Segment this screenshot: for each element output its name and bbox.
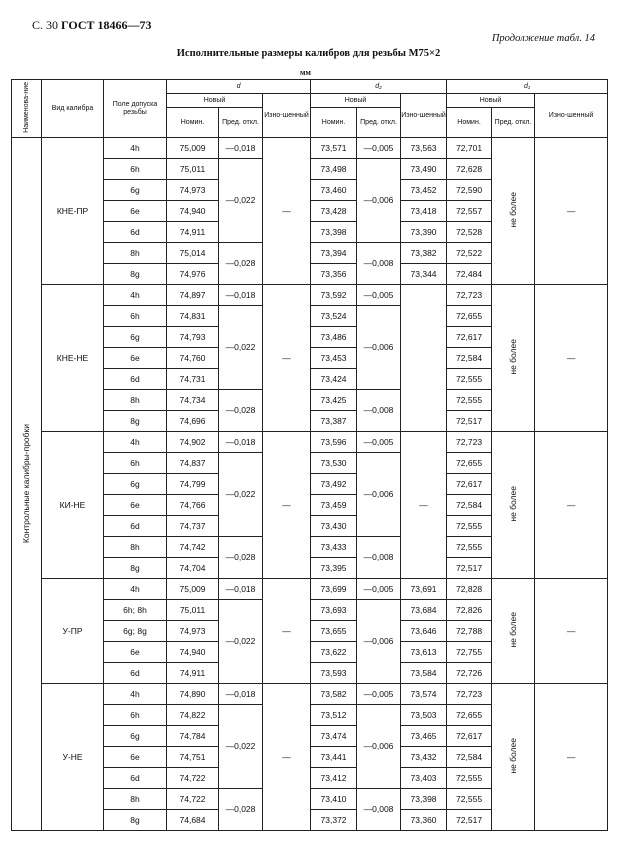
d2-nominal: 73,398 [311,222,357,243]
d2-worn: 73,574 [401,684,447,705]
d-deviation: —0,028 [219,243,263,285]
table-row [12,684,608,705]
tolerance-field: 6e [104,495,167,516]
d-deviation: —0,018 [219,684,263,705]
d-nominal: 74,940 [167,201,219,222]
d1-deviation-text: не более [507,738,518,775]
d2-nom-header: Номин. [311,108,357,138]
d1-worn: — [535,138,608,285]
d-nominal: 74,760 [167,348,219,369]
d1-deviation-text: не более [507,612,518,649]
d1-nominal: 72,701 [447,138,492,159]
tolerance-field: 6h [104,705,167,726]
d-deviation: —0,028 [219,789,263,831]
d2-worn [401,348,447,369]
d2-worn: 73,613 [401,642,447,663]
d-nominal: 74,902 [167,432,219,453]
d1-deviation [492,432,535,579]
table-row [12,285,608,306]
d2-nominal: 73,492 [311,474,357,495]
tolerance-field: 6g; 8g [104,621,167,642]
d2-worn [401,306,447,327]
d-nominal: 74,973 [167,621,219,642]
tolerance-field: 6e [104,747,167,768]
d2-nominal: 73,622 [311,642,357,663]
tolerance-field: 8g [104,411,167,432]
d2-nominal: 73,410 [311,789,357,810]
d2-deviation: —0,006 [357,453,401,537]
d2-nominal: 73,592 [311,285,357,306]
col-header-tolerance: Поле допуска резьбы [104,80,167,138]
d1-nominal: 72,584 [447,747,492,768]
table-row [12,579,608,600]
d1-deviation [492,285,535,432]
tolerance-field: 6d [104,516,167,537]
d-dev-header: Пред. откл. [219,108,263,138]
d-nominal: 74,793 [167,327,219,348]
d-nominal: 75,011 [167,159,219,180]
d-worn: — [263,138,311,285]
tolerance-field: 6g [104,474,167,495]
tolerance-field: 8g [104,264,167,285]
table-title: Исполнительные размеры калибров для резьбы M75×2 [176,48,441,59]
d-nominal: 74,737 [167,516,219,537]
d1-nominal: 72,555 [447,516,492,537]
d1-nominal: 72,617 [447,474,492,495]
d-nominal: 74,684 [167,810,219,831]
d2-deviation: —0,008 [357,789,401,831]
d-nominal: 74,890 [167,684,219,705]
d-deviation: —0,022 [219,705,263,789]
d1-nominal: 72,517 [447,411,492,432]
d2-worn: 73,382 [401,243,447,264]
d1-worn-header: Изно-шенный [535,94,608,138]
tolerance-field: 4h [104,138,167,159]
d2-worn [401,411,447,432]
side-label [12,138,42,831]
d-deviation: —0,022 [219,453,263,537]
tolerance-field: 6d [104,663,167,684]
d2-nominal: 73,530 [311,453,357,474]
col-header-name: Наименова-ние [12,80,42,138]
d2-nominal: 73,498 [311,159,357,180]
d-nominal: 74,799 [167,474,219,495]
tolerance-field: 6e [104,348,167,369]
d-nominal: 74,822 [167,705,219,726]
d2-worn: 73,646 [401,621,447,642]
tolerance-field: 8g [104,810,167,831]
d2-nominal: 73,424 [311,369,357,390]
d-nominal: 74,831 [167,306,219,327]
d2-worn: 73,563 [401,138,447,159]
d1-worn: — [535,432,608,579]
d1-deviation [492,684,535,831]
d-nominal: 74,976 [167,264,219,285]
d1-nominal: 72,517 [447,558,492,579]
d2-worn: 73,432 [401,747,447,768]
d2-dev-header: Пред. откл. [357,108,401,138]
col-header-d2: d₂ [311,80,447,94]
d2-deviation: —0,005 [357,432,401,453]
d-nominal: 75,009 [167,579,219,600]
d-nominal: 74,973 [167,180,219,201]
d1-nominal: 72,826 [447,600,492,621]
d2-nominal: 73,425 [311,390,357,411]
d1-nominal: 72,555 [447,789,492,810]
d2-deviation: —0,006 [357,159,401,243]
d1-deviation-text: не более [507,486,518,523]
gauge-kind: У-ПР [42,579,104,684]
d2-worn [401,327,447,348]
d1-nominal: 72,788 [447,621,492,642]
d2-nominal: 73,582 [311,684,357,705]
tolerance-field: 6g [104,180,167,201]
d1-worn: — [535,684,608,831]
tolerance-field: 6h [104,159,167,180]
d1-deviation [492,579,535,684]
d-worn: — [263,684,311,831]
tolerance-field: 6h; 8h [104,600,167,621]
d1-nominal: 72,555 [447,537,492,558]
d1-nominal: 72,723 [447,432,492,453]
d2-nominal: 73,486 [311,327,357,348]
d1-deviation [492,138,535,285]
d1-nominal: 72,484 [447,264,492,285]
tolerance-field: 6d [104,369,167,390]
d2-nominal: 73,433 [311,537,357,558]
d-nominal: 74,911 [167,222,219,243]
d2-nominal: 73,394 [311,243,357,264]
d-nominal: 74,751 [167,747,219,768]
d2-nominal: 73,512 [311,705,357,726]
d1-nominal: 72,617 [447,726,492,747]
units-label: мм [300,68,311,77]
tolerance-field: 4h [104,285,167,306]
d-nom-header: Номин. [167,108,219,138]
gauge-kind: КИ-НЕ [42,432,104,579]
tolerance-field: 6g [104,726,167,747]
d2-deviation: —0,008 [357,537,401,579]
d1-nominal: 72,723 [447,285,492,306]
d2-nominal: 73,693 [311,600,357,621]
page-header [32,18,152,33]
table-row [12,432,608,453]
d2-nominal: 73,372 [311,810,357,831]
continuation-note: Продолжение табл. 14 [491,33,595,44]
tolerance-field: 4h [104,432,167,453]
d1-nominal: 72,617 [447,327,492,348]
d2-worn: 73,584 [401,663,447,684]
tolerance-field: 8g [104,558,167,579]
d2-nominal: 73,655 [311,621,357,642]
d-worn-header: Изно-шенный [263,94,311,138]
tolerance-field: 6g [104,327,167,348]
d-deviation: —0,028 [219,390,263,432]
d1-deviation-text: не более [507,192,518,229]
d1-nominal: 72,584 [447,348,492,369]
d-nominal: 74,731 [167,369,219,390]
d1-nominal: 72,522 [447,243,492,264]
d2-deviation: —0,006 [357,705,401,789]
d-nominal: 74,766 [167,495,219,516]
d2-nominal: 73,430 [311,516,357,537]
d1-nominal: 72,590 [447,180,492,201]
d1-nominal: 72,555 [447,369,492,390]
d-new-header: Новый [167,94,263,108]
col-header-kind: Вид калибра [42,80,104,138]
gauge-kind: КНЕ-ПР [42,138,104,285]
tolerance-field: 6e [104,201,167,222]
page-number: С. 30 [32,18,59,32]
d1-nominal: 72,828 [447,579,492,600]
d-nominal: 74,722 [167,768,219,789]
d2-nominal: 73,593 [311,663,357,684]
d2-nominal: 73,459 [311,495,357,516]
d2-worn: 73,403 [401,768,447,789]
d-worn: — [263,285,311,432]
d1-nominal: 72,557 [447,201,492,222]
d-deviation: —0,018 [219,579,263,600]
d-nominal: 74,911 [167,663,219,684]
d2-nominal: 73,453 [311,348,357,369]
side-label-text: Контрольные калибры-пробки [21,423,32,543]
d2-deviation: —0,006 [357,600,401,684]
d2-deviation: —0,008 [357,390,401,432]
d1-deviation-text: не более [507,339,518,376]
d2-deviation: —0,005 [357,138,401,159]
d2-deviation: —0,005 [357,684,401,705]
col-header-d1: d₁ [447,80,608,94]
d-deviation: —0,018 [219,432,263,453]
col-header-d: d [167,80,311,94]
d2-nominal: 73,395 [311,558,357,579]
d2-worn: 73,684 [401,600,447,621]
table-row [12,138,608,159]
d2-worn: 73,390 [401,222,447,243]
d2-worn [401,390,447,411]
gauge-kind: У-НЕ [42,684,104,831]
d-nominal: 74,784 [167,726,219,747]
d2-worn: 73,503 [401,705,447,726]
d-nominal: 74,897 [167,285,219,306]
d-nominal: 74,742 [167,537,219,558]
d1-nominal: 72,726 [447,663,492,684]
d2-worn: — [401,432,447,579]
tolerance-field: 4h [104,579,167,600]
d1-nominal: 72,555 [447,768,492,789]
d2-nominal: 73,412 [311,768,357,789]
d-worn: — [263,579,311,684]
d1-nominal: 72,555 [447,390,492,411]
d-nominal: 74,722 [167,789,219,810]
d2-new-header: Новый [311,94,401,108]
tolerance-field: 8h [104,390,167,411]
d2-nominal: 73,356 [311,264,357,285]
d-deviation: —0,022 [219,600,263,684]
d2-worn-header: Изно-шенный [401,94,447,138]
d1-nom-header: Номин. [447,108,492,138]
d-nominal: 75,014 [167,243,219,264]
d1-nominal: 72,655 [447,306,492,327]
d2-nominal: 73,699 [311,579,357,600]
d-nominal: 74,837 [167,453,219,474]
d2-nominal: 73,596 [311,432,357,453]
d2-worn: 73,465 [401,726,447,747]
d2-nominal: 73,428 [311,201,357,222]
tolerance-field: 6h [104,306,167,327]
d1-nominal: 72,723 [447,684,492,705]
d2-nominal: 73,524 [311,306,357,327]
d2-worn [401,369,447,390]
d1-nominal: 72,628 [447,159,492,180]
d-deviation: —0,022 [219,306,263,390]
d-nominal: 74,696 [167,411,219,432]
d-nominal: 74,734 [167,390,219,411]
d2-nominal: 73,474 [311,726,357,747]
d2-nominal: 73,571 [311,138,357,159]
d2-deviation: —0,006 [357,306,401,390]
d2-worn [401,285,447,306]
d1-dev-header: Пред. откл. [492,108,535,138]
d-deviation: —0,028 [219,537,263,579]
dimensions-table [11,79,608,831]
standard-number: ГОСТ 18466—73 [61,18,152,32]
d1-nominal: 72,655 [447,453,492,474]
d-deviation: —0,022 [219,159,263,243]
d-nominal: 75,009 [167,138,219,159]
d2-nominal: 73,387 [311,411,357,432]
d1-nominal: 72,584 [447,495,492,516]
d2-worn: 73,344 [401,264,447,285]
d2-worn: 73,691 [401,579,447,600]
d2-worn: 73,490 [401,159,447,180]
tolerance-field: 8h [104,789,167,810]
d-worn: — [263,432,311,579]
d-nominal: 74,704 [167,558,219,579]
d2-worn: 73,452 [401,180,447,201]
d2-worn: 73,398 [401,789,447,810]
d2-worn: 73,418 [401,201,447,222]
table-body [12,138,608,831]
gauge-kind: КНЕ-НЕ [42,285,104,432]
tolerance-field: 8h [104,243,167,264]
tolerance-field: 6d [104,222,167,243]
d-deviation: —0,018 [219,285,263,306]
tolerance-field: 6d [104,768,167,789]
d-deviation: —0,018 [219,138,263,159]
d-nominal: 75,011 [167,600,219,621]
d2-deviation: —0,008 [357,243,401,285]
d1-new-header: Новый [447,94,535,108]
d1-nominal: 72,655 [447,705,492,726]
d1-worn: — [535,285,608,432]
d-nominal: 74,940 [167,642,219,663]
d2-deviation: —0,005 [357,579,401,600]
d2-nominal: 73,460 [311,180,357,201]
d2-nominal: 73,441 [311,747,357,768]
tolerance-field: 6e [104,642,167,663]
d2-worn: 73,360 [401,810,447,831]
tolerance-field: 8h [104,537,167,558]
d2-deviation: —0,005 [357,285,401,306]
tolerance-field: 6h [104,453,167,474]
d1-nominal: 72,517 [447,810,492,831]
d1-nominal: 72,755 [447,642,492,663]
d1-worn: — [535,579,608,684]
tolerance-field: 4h [104,684,167,705]
d1-nominal: 72,528 [447,222,492,243]
